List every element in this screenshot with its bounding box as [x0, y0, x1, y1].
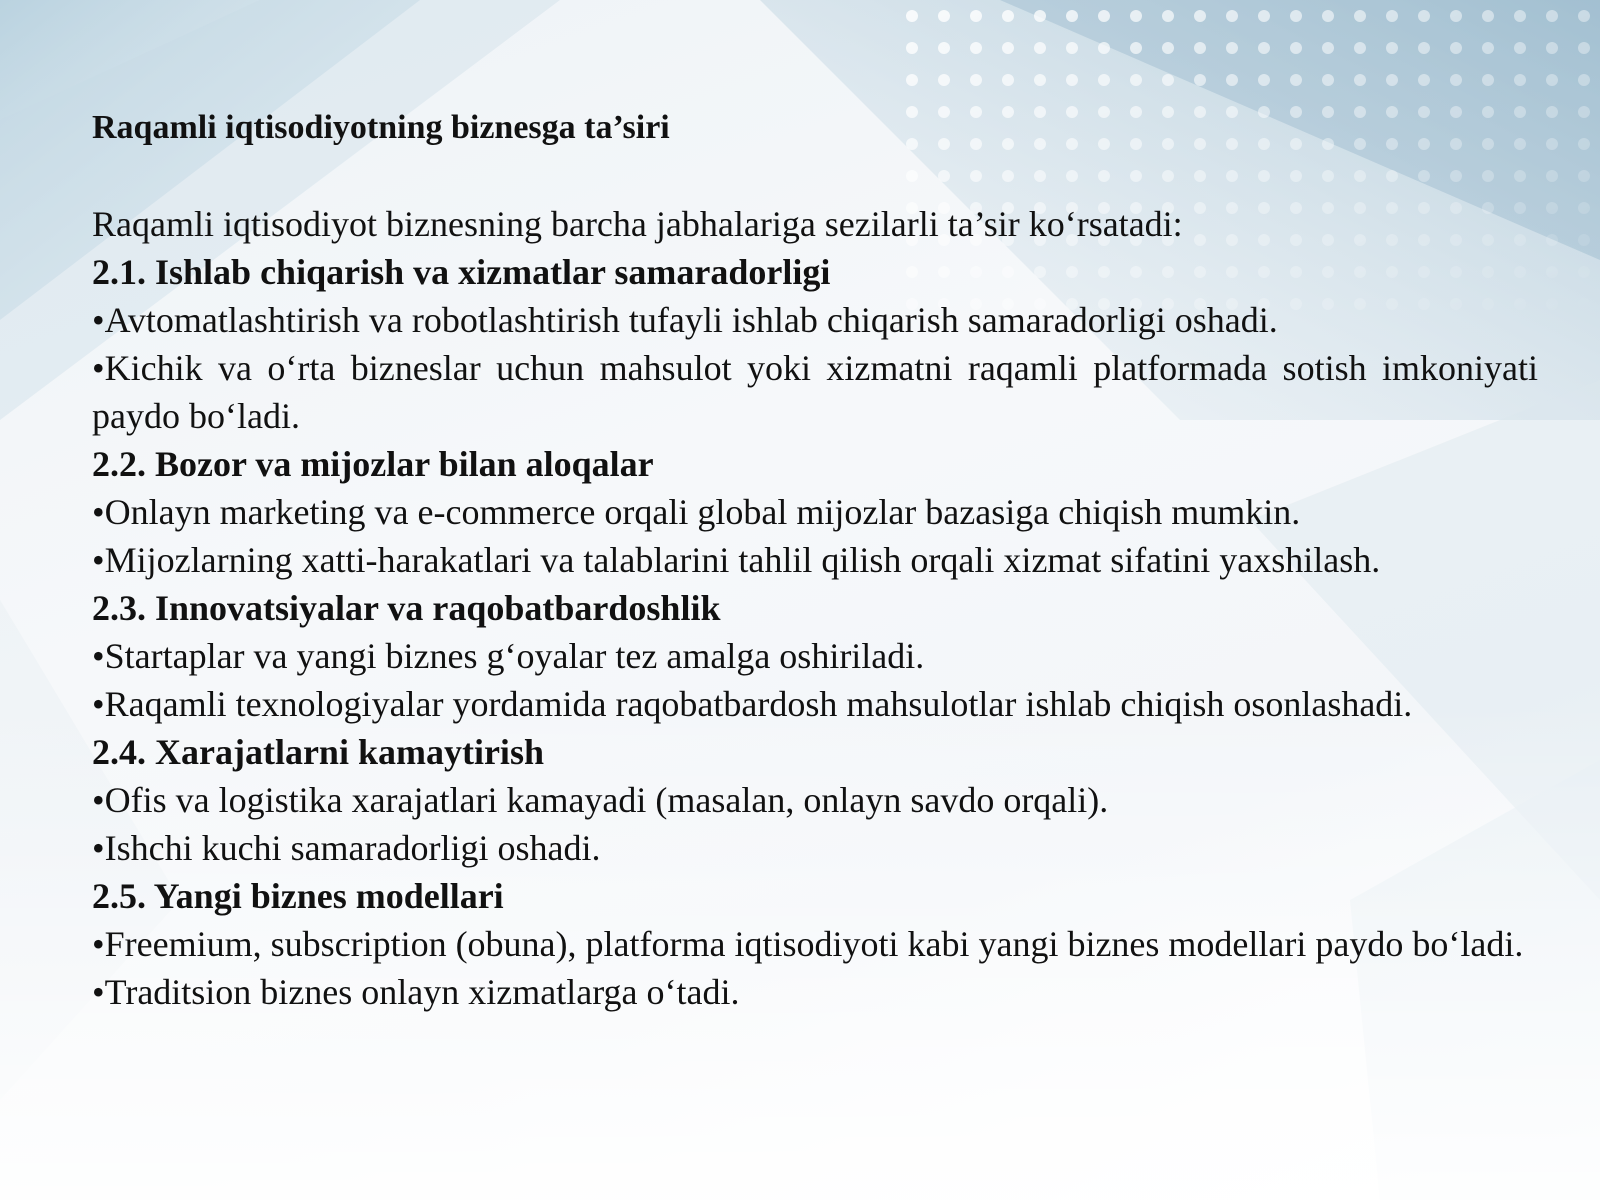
bullet-item: •Kichik va o‘rta bizneslar uchun mahsulot yoki xizmatni raqamli platformada sotish imkoniyati paydo bo‘ladi. [92, 348, 1538, 436]
bullet-item: •Ofis va logistika xarajatlari kamayadi (masalan, onlayn savdo orqali). [92, 780, 1109, 820]
section-heading: 2.3. Innovatsiyalar va raqobatbardoshlik [92, 588, 721, 628]
slide-title: Raqamli iqtisodiyotning biznesga ta’siri [92, 109, 670, 146]
bullet-item: •Ishchi kuchi samaradorligi oshadi. [92, 828, 601, 868]
bullet-item: •Mijozlarning xatti-harakatlari va talablarini tahlil qilish orqali xizmat sifatini yaxshilash. [92, 540, 1381, 580]
bullet-item: •Startaplar va yangi biznes g‘oyalar tez amalga oshiriladi. [92, 636, 925, 676]
intro-text: Raqamli iqtisodiyot biznesning barcha jabhalariga sezilarli ta’sir ko‘rsatadi: [92, 204, 1183, 244]
bullet-item: •Traditsion biznes onlayn xizmatlarga o‘tadi. [92, 972, 740, 1012]
bullet-item: •Freemium, subscription (obuna), platforma iqtisodiyoti kabi yangi biznes modellari paydo bo‘ladi. [92, 924, 1524, 964]
bullet-item: •Raqamli texnologiyalar yordamida raqobatbardosh mahsulotlar ishlab chiqish osonlashadi. [92, 684, 1413, 724]
slide-content [92, 104, 1538, 1016]
bullet-item: •Avtomatlashtirish va robotlashtirish tufayli ishlab chiqarish samaradorligi oshadi. [92, 300, 1278, 340]
bullet-item: •Onlayn marketing va e-commerce orqali global mijozlar bazasiga chiqish mumkin. [92, 492, 1301, 532]
section-heading: 2.1. Ishlab chiqarish va xizmatlar samaradorligi [92, 252, 831, 292]
section-heading: 2.4. Xarajatlarni kamaytirish [92, 732, 544, 772]
section-heading: 2.5. Yangi biznes modellari [92, 876, 504, 916]
section-heading: 2.2. Bozor va mijozlar bilan aloqalar [92, 444, 654, 484]
